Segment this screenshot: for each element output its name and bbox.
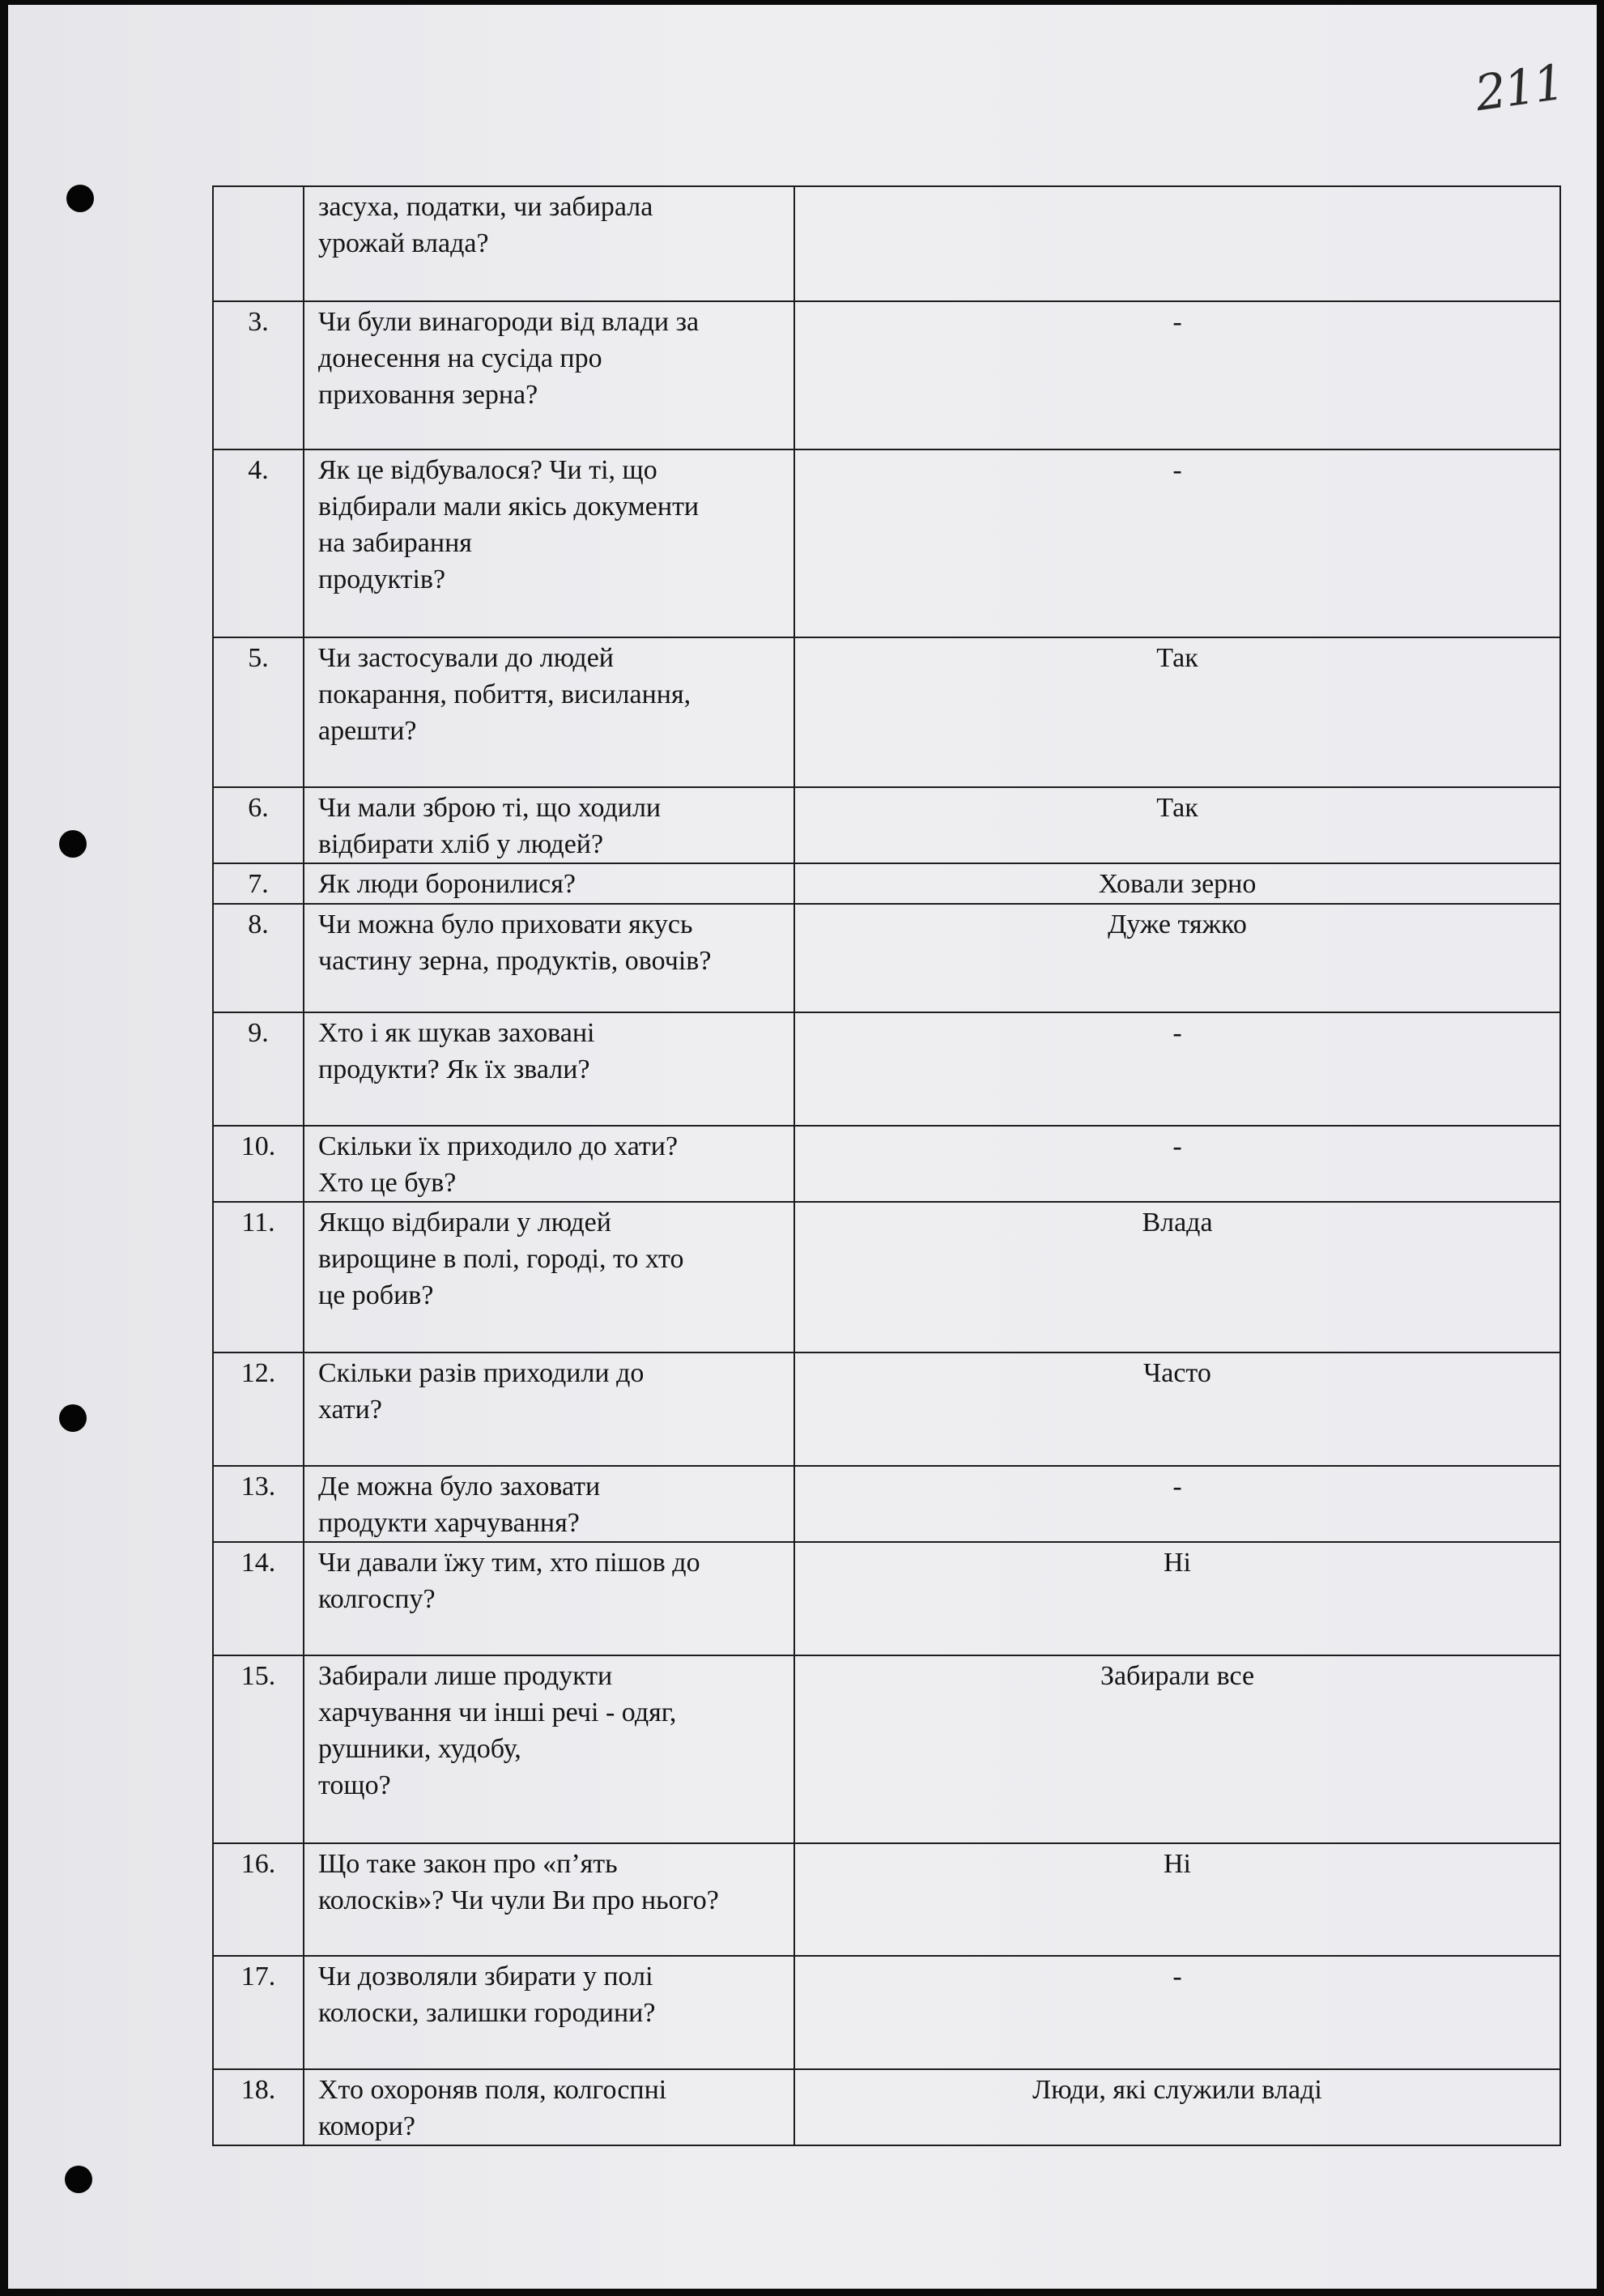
punch-hole [65, 2166, 92, 2193]
question-cell: Чи можна було приховати якусь частину зерна, продуктів, овочів? [304, 904, 794, 1012]
row-number: 6. [213, 787, 304, 863]
answer-cell: Ховали зерно [794, 863, 1560, 904]
row-number [213, 186, 304, 301]
table-row [213, 787, 1560, 863]
question-cell: Хто і як шукав заховані продукти? Як їх звали? [304, 1012, 794, 1126]
answer-cell: Так [794, 787, 1560, 863]
question-cell: Чи давали їжу тим, хто пішов до колгоспу? [304, 1542, 794, 1655]
row-number: 14. [213, 1542, 304, 1655]
answer-cell: - [794, 1956, 1560, 2069]
question-cell: Чи дозволяли збирати у полі колоски, залишки городини? [304, 1956, 794, 2069]
table-row [213, 1466, 1560, 1542]
answer-cell: - [794, 449, 1560, 637]
paper-sheet [8, 5, 1597, 2289]
row-number: 8. [213, 904, 304, 1012]
answer-cell: Ні [794, 1542, 1560, 1655]
answer-cell: - [794, 1012, 1560, 1126]
row-number: 9. [213, 1012, 304, 1126]
answer-cell: - [794, 1126, 1560, 1202]
question-cell: засуха, податки, чи забирала урожай влада? [304, 186, 794, 301]
question-cell: Скільки разів приходили до хати? [304, 1352, 794, 1466]
question-cell: Забирали лише продукти харчування чи інші речі - одяг, рушники, худобу, тощо? [304, 1655, 794, 1843]
row-number: 10. [213, 1126, 304, 1202]
answer-cell: Часто [794, 1352, 1560, 1466]
answer-cell: Так [794, 637, 1560, 787]
answer-cell: - [794, 1466, 1560, 1542]
punch-hole [66, 185, 94, 212]
table-row [213, 301, 1560, 449]
question-cell: Де можна було заховати продукти харчування? [304, 1466, 794, 1542]
question-cell: Як люди боронилися? [304, 863, 794, 904]
row-number: 4. [213, 449, 304, 637]
table-row [213, 449, 1560, 637]
table-row [213, 186, 1560, 301]
question-cell: Що таке закон про «п’ять колосків»? Чи чули Ви про нього? [304, 1843, 794, 1956]
table-row [213, 863, 1560, 904]
punch-hole [59, 830, 87, 858]
row-number: 17. [213, 1956, 304, 2069]
questionnaire-table [212, 185, 1561, 2146]
row-number: 16. [213, 1843, 304, 1956]
table-row [213, 2069, 1560, 2145]
question-cell: Якщо відбирали у людей вирощине в полі, городі, то хто це робив? [304, 1202, 794, 1352]
question-cell: Хто охороняв поля, колгоспні комори? [304, 2069, 794, 2145]
question-cell: Чи були винагороди від влади за донесення на сусіда про приховання зерна? [304, 301, 794, 449]
punch-hole [59, 1404, 87, 1432]
answer-cell [794, 186, 1560, 301]
row-number: 15. [213, 1655, 304, 1843]
table-row [213, 904, 1560, 1012]
table-row [213, 1012, 1560, 1126]
table-row [213, 1352, 1560, 1466]
row-number: 3. [213, 301, 304, 449]
table-row [213, 1202, 1560, 1352]
table-row [213, 1126, 1560, 1202]
handwritten-page-number: 211 [1471, 53, 1567, 123]
row-number: 18. [213, 2069, 304, 2145]
row-number: 11. [213, 1202, 304, 1352]
question-cell: Чи мали зброю ті, що ходили відбирати хліб у людей? [304, 787, 794, 863]
answer-cell: Забирали все [794, 1655, 1560, 1843]
table-row [213, 1956, 1560, 2069]
answer-cell: - [794, 301, 1560, 449]
row-number: 13. [213, 1466, 304, 1542]
table-row [213, 1542, 1560, 1655]
answer-cell: Люди, які служили владі [794, 2069, 1560, 2145]
answer-cell: Влада [794, 1202, 1560, 1352]
answer-cell: Ні [794, 1843, 1560, 1956]
questionnaire-body [213, 186, 1560, 2145]
row-number: 7. [213, 863, 304, 904]
table-row [213, 1655, 1560, 1843]
row-number: 5. [213, 637, 304, 787]
table-row [213, 1843, 1560, 1956]
question-cell: Як це відбувалося? Чи ті, що відбирали мали якісь документи на забирання продуктів? [304, 449, 794, 637]
row-number: 12. [213, 1352, 304, 1466]
table-row [213, 637, 1560, 787]
question-cell: Скільки їх приходило до хати? Хто це був? [304, 1126, 794, 1202]
question-cell: Чи застосували до людей покарання, побиття, висилання, арешти? [304, 637, 794, 787]
answer-cell: Дуже тяжко [794, 904, 1560, 1012]
